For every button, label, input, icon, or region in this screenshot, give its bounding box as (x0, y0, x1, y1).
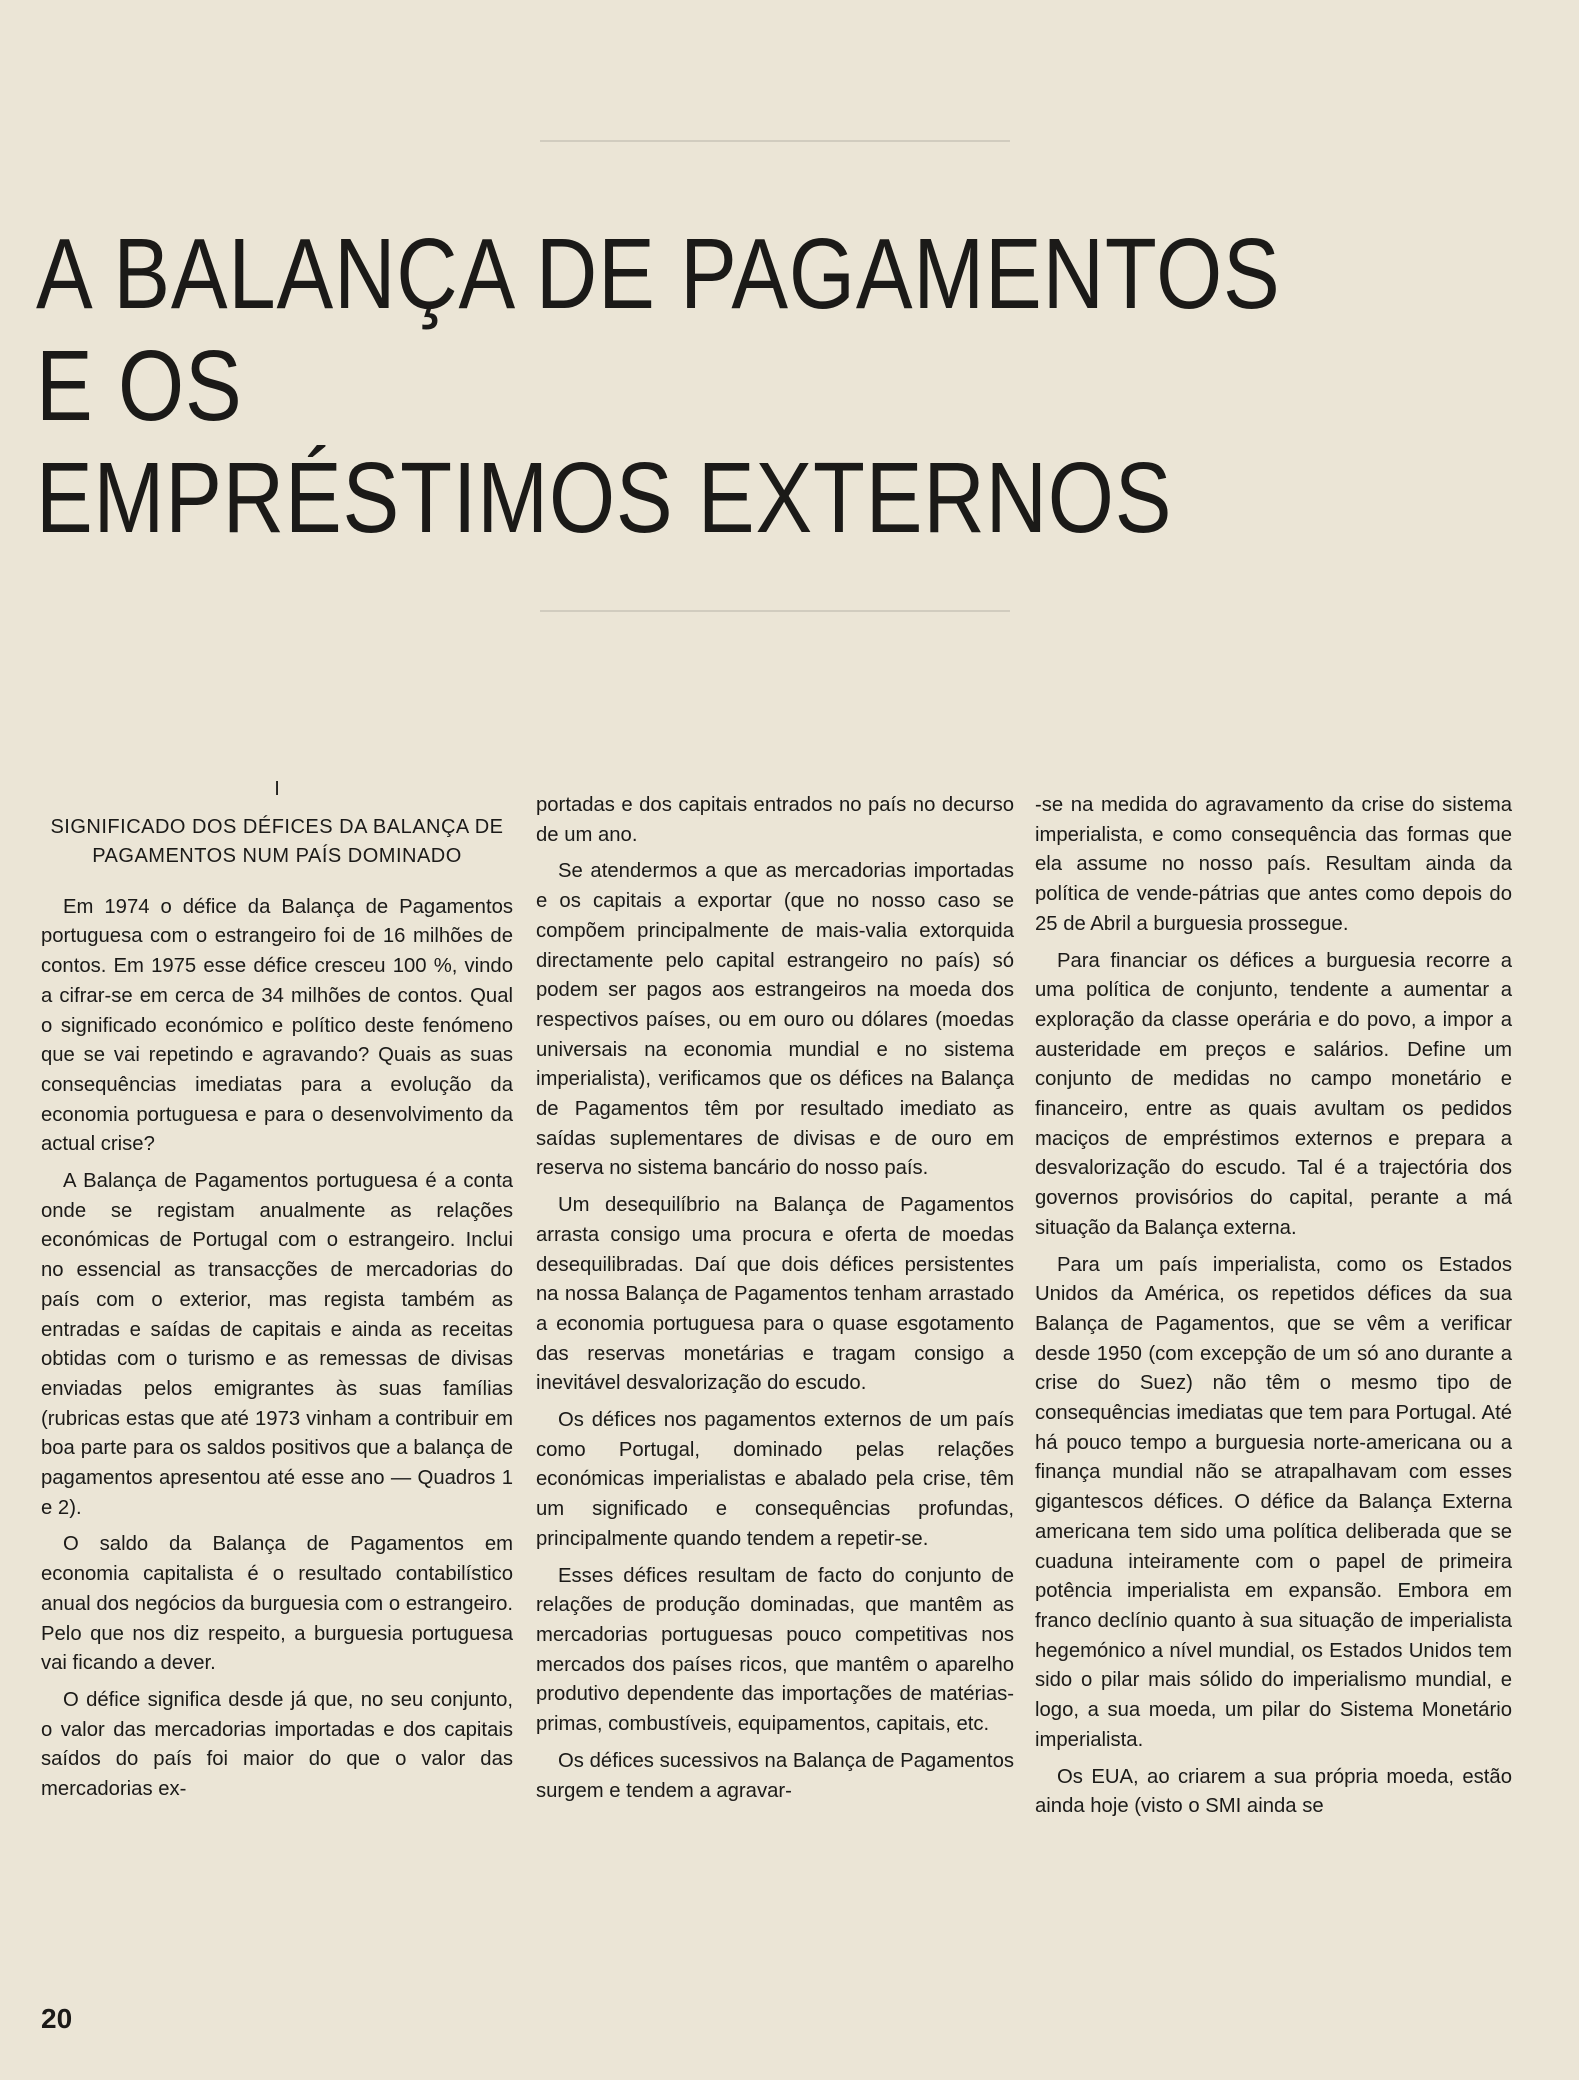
page-number: 20 (41, 2003, 73, 2034)
title-line: EMPRÉSTIMOS EXTERNOS (36, 442, 1173, 554)
paragraph: Esses défices resultam de facto do conjunto de relações de produção dominadas, que mantêm as mercadorias portuguesas pouco competitivas nos mercados dos países ricos, que mantêm o aparelho produtivo dependente das importações de matérias-primas, combustíveis, equipamentos, capitais, etc. (536, 1564, 1014, 1736)
paragraph: Os EUA, ao criarem a sua própria moeda, estão ainda hoje (visto o SMI ainda se (1035, 1765, 1512, 1818)
text-column-2 (536, 791, 1014, 1813)
section-heading: SIGNIFICADO DOS DÉFICES DA BALANÇA DE PAGAMENTOS NUM PAÍS DOMINADO (50, 815, 504, 867)
show-through-rule (540, 140, 1010, 142)
paragraph: Os défices sucessivos na Balança de Pagamentos surgem e tendem a agravar- (536, 1749, 1014, 1802)
paragraph: portadas e dos capitais entrados no país no decurso de um ano. (536, 794, 1014, 846)
paragraph: Em 1974 o défice da Balança de Pagamentos portuguesa com o estrangeiro foi de 16 milhões de contos. Em 1975 esse défice cresceu 100 %, vindo a cifrar-se em cerca de 34 milhões de contos. Qual o significado económico e político deste fenómeno que se vai repetindo e agravando? Quais as suas consequências imediatas para a evolução da economia portuguesa e para o desenvolvimento da actual crise? (41, 895, 513, 1156)
title-line: A BALANÇA DE PAGAMENTOS (36, 218, 1281, 330)
paragraph: O défice significa desde já que, no seu conjunto, o valor das mercadorias importadas e dos capitais saídos do país foi maior do que o valor das mercadorias ex- (41, 1688, 513, 1801)
paragraph: A Balança de Pagamentos portuguesa é a conta onde se registam anualmente as relações económicas de Portugal com o estrangeiro. Inclui no essencial as transacções de mercadorias do país com o exterior, mas regista também as entradas e saídas de capitais e ainda as receitas obtidas com o turismo e as remessas de divisas enviadas pelos emigrantes às suas famílias (rubricas estas que até 1973 vinham a contribuir em boa parte para os saldos positivos que a balança de pagamentos apresentou até esse ano — Quadros 1 e 2). (41, 1170, 513, 1519)
paragraph: Os défices nos pagamentos externos de um país como Portugal, dominado pelas relações económicas imperialistas e abalado pela crise, têm um significado e consequências profundas, principalmente quando tendem a repetir-se. (536, 1409, 1014, 1550)
paragraph: Um desequilíbrio na Balança de Pagamentos arrasta consigo uma procura e oferta de moedas desequilibradas. Daí que dois défices persistentes na nossa Balança de Pagamentos tenham arrastado a economia portuguesa para o quase esgotamento das reservas monetárias e tragam consigo a inevitável desvalorização do escudo. (536, 1194, 1014, 1395)
text-column-3 (1035, 791, 1512, 1829)
paragraph: O saldo da Balança de Pagamentos em economia capitalista é o resultado contabilístico anual dos negócios da burguesia com o estrangeiro. Pelo que nos diz respeito, a burguesia portuguesa vai ficando a dever. (41, 1533, 513, 1675)
paragraph: Para financiar os défices a burguesia recorre a uma política de conjunto, tendente a aumentar a exploração da classe operária e do povo, a impor a austeridade em preços e salários. Define um conjunto de medidas no campo monetário e financeiro, entre as quais avultam os pedidos maciços de empréstimos externos e prepara a desvalorização do escudo. Tal é a trajectória dos governos provisórios do capital, perante a má situação da Balança externa. (1035, 949, 1512, 1239)
paragraph: -se na medida do agravamento da crise do sistema imperialista, e como consequência das formas que ela assume no nosso país. Resultam ainda da política de vende-pátrias que antes como depois do 25 de Abril a burguesia prossegue. (1035, 794, 1512, 935)
title-line: E OS (36, 330, 243, 442)
paragraph: Para um país imperialista, como os Estados Unidos da América, os repetidos défices da sua Balança de Pagamentos, que se vêm a verificar desde 1950 (com excepção de um só ano durante a crise do Suez) não têm o mesmo tipo de consequências imediatas que tem para Portugal. Até há pouco tempo a burguesia norte-americana ou a finança mundial não se atrapalhavam com esses gigantescos défices. O défice da Balança Externa americana tem sido uma política deliberada que se cuaduna inteiramente com o papel de primeira potência imperialista em expansão. Embora em franco declínio quanto à sua situação de imperialista hegemónico a nível mundial, os Estados Unidos tem sido o pilar mais sólido do imperialismo mundial, e logo, a sua moeda, um pilar do Sistema Monetário imperialista. (1035, 1253, 1512, 1751)
page-title (36, 218, 1281, 554)
text-column-1 (41, 775, 513, 1812)
show-through-rule (540, 610, 1010, 612)
section-number: I (274, 778, 280, 800)
paragraph: Se atendermos a que as mercadorias importadas e os capitais a exportar (que no nosso caso se compõem principalmente de mais-valia extorquida directamente pelo capital estrangeiro no país) só podem ser pagos aos estrangeiros na moeda dos respectivos países, ou em ouro ou dólares (moedas universais na economia mundial e no sistema imperialista), verificamos que os défices na Balança de Pagamentos têm por resultado imediato as saídas suplementares de divisas e de ouro em reserva no sistema bancário do nosso país. (536, 860, 1014, 1180)
